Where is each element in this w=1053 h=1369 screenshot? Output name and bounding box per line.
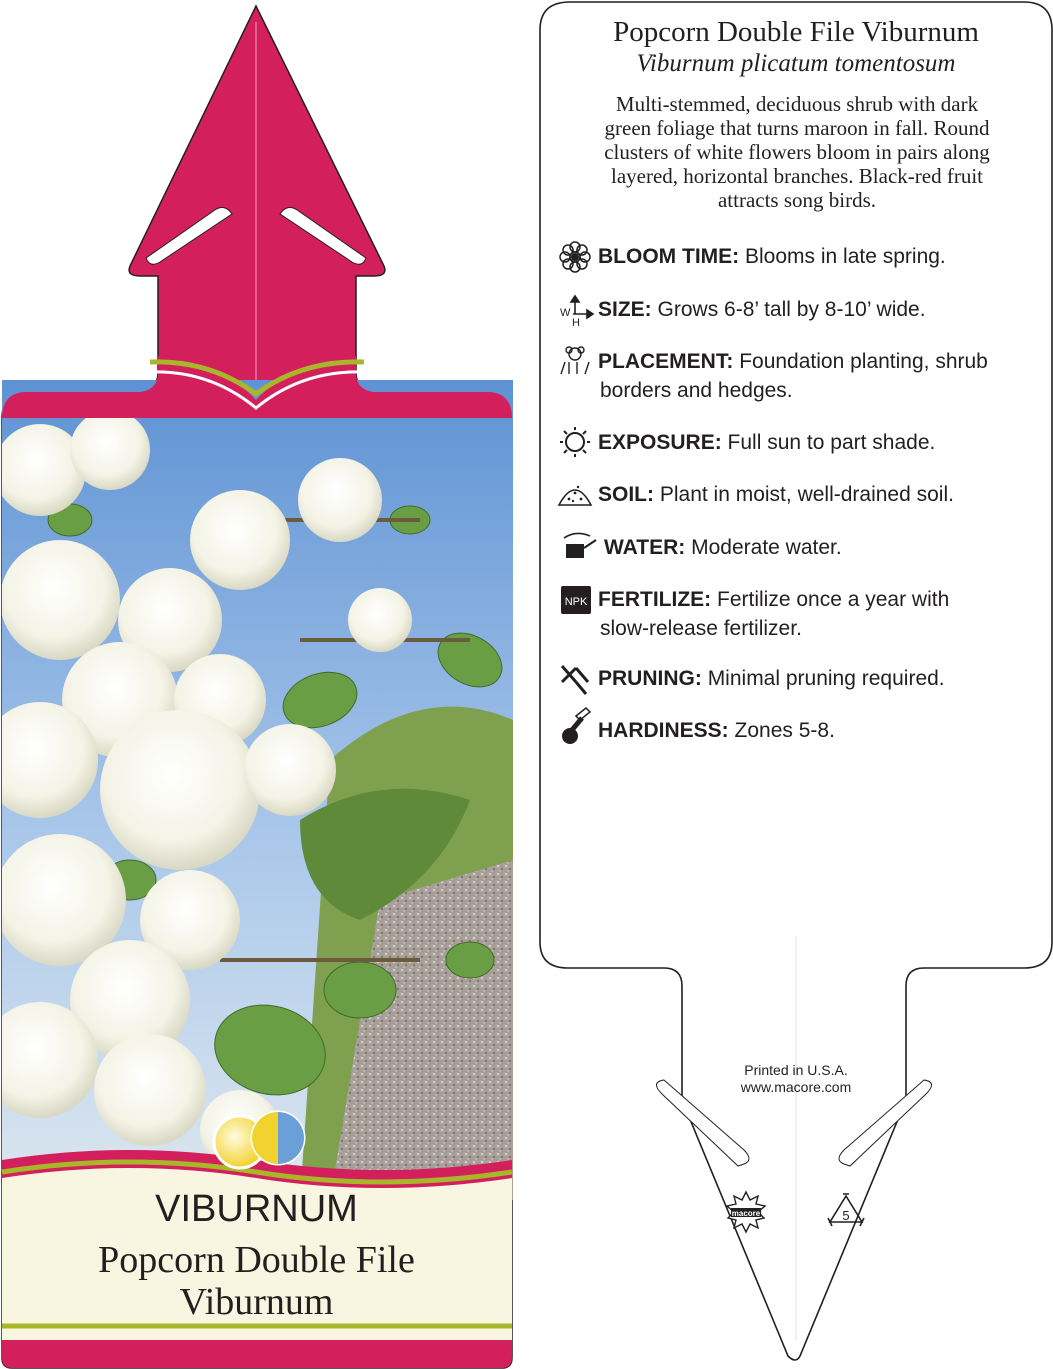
description-line: clusters of white flowers bloom in pairs along bbox=[604, 140, 990, 164]
attr-label: SIZE: bbox=[598, 298, 652, 321]
printed-in-text: Printed in U.S.A. bbox=[744, 1062, 848, 1078]
front-common-name-line1: Popcorn Double File bbox=[98, 1239, 415, 1281]
description-line: attracts song birds. bbox=[717, 188, 877, 212]
attr-label: BLOOM TIME: bbox=[598, 245, 740, 268]
attr-soil bbox=[598, 480, 1038, 509]
attr-text: Foundation planting, shrub bbox=[739, 350, 988, 373]
fertilizer-bag-icon bbox=[561, 586, 591, 614]
attr-label: EXPOSURE: bbox=[598, 431, 722, 454]
website-text: www.macore.com bbox=[740, 1079, 852, 1095]
front-genus: VIBURNUM bbox=[155, 1188, 358, 1230]
macore-logo-text: macore bbox=[731, 1209, 761, 1218]
attr-text: Plant in moist, well-drained soil. bbox=[659, 483, 954, 506]
back-description bbox=[560, 92, 1034, 212]
attr-label: HARDINESS: bbox=[598, 719, 729, 742]
attr-text: Minimal pruning required. bbox=[707, 667, 945, 690]
npk-label: NPK bbox=[564, 596, 588, 608]
attr-fertilize bbox=[598, 585, 1038, 643]
attr-label: PRUNING: bbox=[598, 667, 702, 690]
attr-text: Full sun to part shade. bbox=[727, 431, 936, 454]
attr-label: SOIL: bbox=[598, 483, 654, 506]
attr-label: FERTILIZE: bbox=[598, 588, 712, 611]
description-line: layered, horizontal branches. Black-red fruit bbox=[610, 164, 983, 188]
part-shade-icon bbox=[252, 1112, 304, 1164]
attr-label: WATER: bbox=[604, 536, 686, 559]
attr-bloom-time bbox=[598, 242, 1038, 271]
attr-pruning bbox=[598, 664, 1038, 693]
front-common-name-line2: Viburnum bbox=[179, 1281, 334, 1323]
attr-label: PLACEMENT: bbox=[598, 350, 734, 373]
description-line: green foliage that turns maroon in fall. Round bbox=[604, 116, 990, 140]
attr-text: Zones 5-8. bbox=[734, 719, 835, 742]
attr-water bbox=[604, 533, 1044, 562]
back-title: Popcorn Double File Viburnum bbox=[613, 16, 979, 48]
size-w-label: W bbox=[560, 307, 571, 319]
attr-text-continued: slow-release fertilizer. bbox=[600, 617, 802, 640]
size-h-label: H bbox=[572, 317, 580, 329]
attr-text: Blooms in late spring. bbox=[745, 245, 946, 268]
front-tag bbox=[0, 6, 513, 1368]
attr-placement bbox=[598, 347, 1038, 405]
plant-photo bbox=[0, 380, 513, 1200]
attr-size bbox=[598, 295, 1038, 324]
attr-exposure bbox=[598, 428, 1038, 457]
attr-text: Grows 6-8’ tall by 8-10’ wide. bbox=[657, 298, 926, 321]
attr-text-continued: borders and hedges. bbox=[600, 379, 793, 402]
recycle-number: 5 bbox=[842, 1208, 850, 1223]
attr-text: Moderate water. bbox=[691, 536, 842, 559]
back-latin-name: Viburnum plicatum tomentosum bbox=[636, 50, 956, 77]
attr-hardiness bbox=[598, 716, 1038, 745]
description-line: Multi-stemmed, deciduous shrub with dark bbox=[615, 92, 979, 116]
attr-text: Fertilize once a year with bbox=[717, 588, 950, 611]
